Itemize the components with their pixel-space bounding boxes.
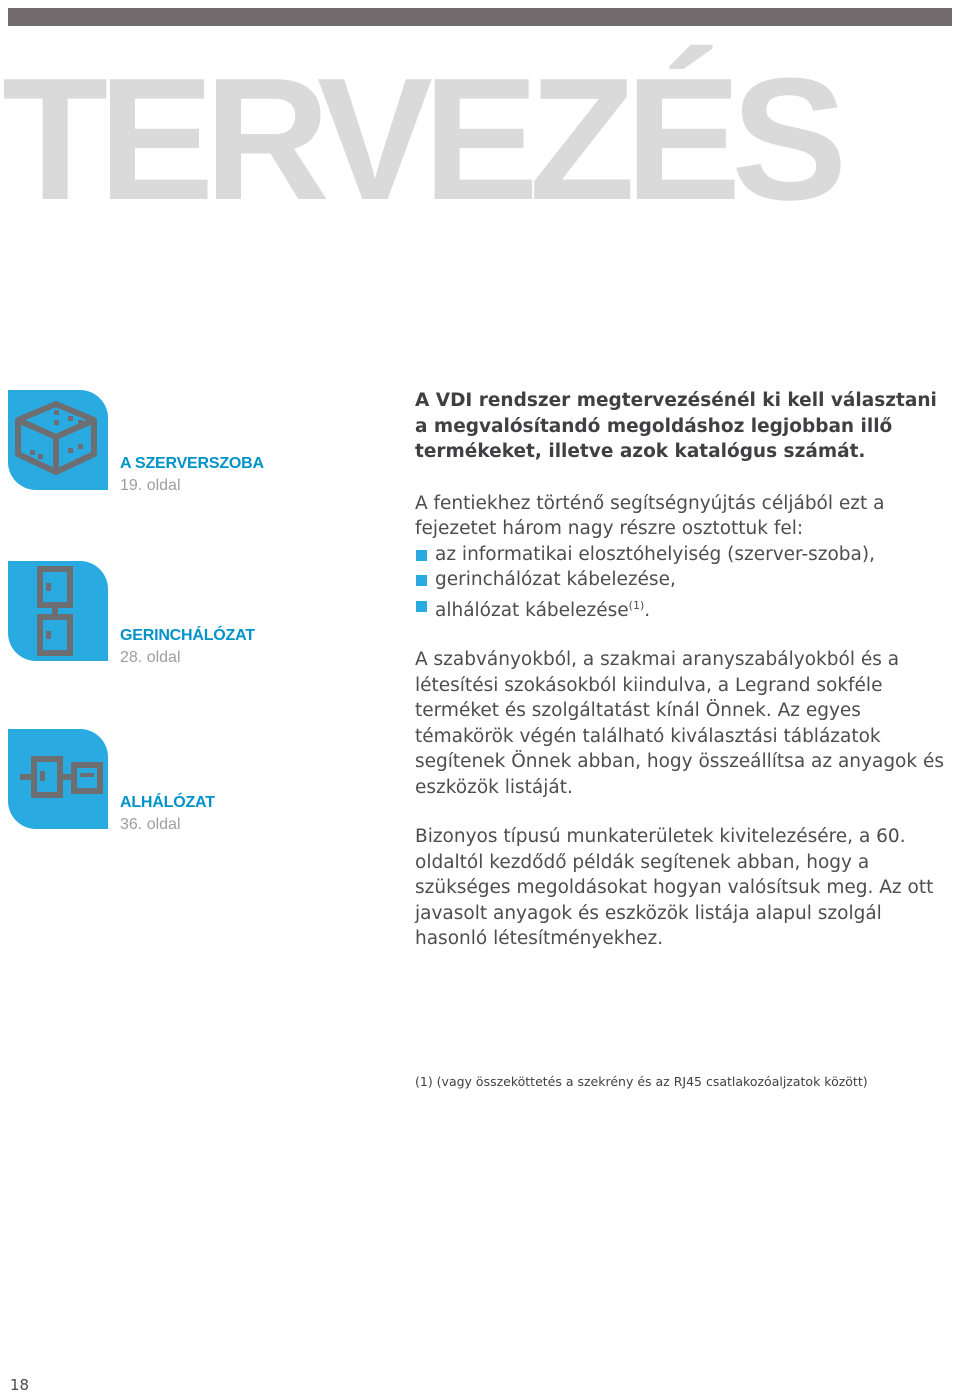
section-name: GERINCHÁLÓZAT <box>120 627 255 644</box>
section-name: ALHÁLÓZAT <box>120 794 215 811</box>
section-link-backbone[interactable] <box>120 625 255 669</box>
section-page: 19. oldal <box>120 477 181 494</box>
section-page: 28. oldal <box>120 649 181 666</box>
paragraph-examples: Bizonyos típusú munkaterületek kivitelezésére, a 60. oldaltól kezdődő példák segítenek abban, hogy a szükséges megoldásokat hogyan valósítsuk meg. Az ott javasolt anyagok és eszközök listája alapul szolgál hasonló létesítményekhez. <box>415 826 934 950</box>
bullet-item <box>415 593 955 624</box>
intro-paragraph: A fentiekhez történő segítségnyújtás céljából ezt a fejezetet három nagy részre osztottuk fel: <box>415 492 885 539</box>
server-room-cube-icon <box>8 390 108 490</box>
backbone-network-icon <box>8 561 108 661</box>
page-title: TERVEZÉS <box>2 41 838 236</box>
bullet-text: alhálózat kábelezése <box>435 599 629 621</box>
page-number: 18 <box>10 1376 30 1394</box>
section-page: 36. oldal <box>120 816 181 833</box>
paragraph-standards: A szabványokból, a szakmai aranyszabályokból és a létesítési szokásokból kiindulva, a Legrand sokféle terméket és szolgáltatást kínál Önnek. Az egyes témakörök végén található kiválasztási táblázatok segítenek Önnek abban, hogy összeállítsa az anyagok és eszközök listáját. <box>415 649 944 798</box>
section-link-server-room[interactable] <box>120 453 264 497</box>
bullet-item: az informatikai elosztóhelyiség (szerver-szoba), <box>415 542 955 568</box>
header-bar <box>8 8 952 26</box>
footnote-ref: (1) <box>628 598 645 612</box>
bullet-tail: . <box>644 599 651 621</box>
body-text <box>415 388 955 976</box>
lead-paragraph: A VDI rendszer megtervezésénél ki kell választani a megvalósítandó megoldáshoz legjobban illő termékeket, illetve azok katalógus számát. <box>415 390 937 462</box>
subnetwork-icon <box>8 729 108 829</box>
section-name: A SZERVERSZOBA <box>120 455 264 472</box>
footnote: (1) (vagy összeköttetés a szekrény és az RJ45 csatlakozóaljzatok között) <box>415 1074 868 1089</box>
bullet-list <box>415 542 955 624</box>
section-link-subnetwork[interactable] <box>120 792 215 836</box>
bullet-item: gerinchálózat kábelezése, <box>415 567 955 593</box>
